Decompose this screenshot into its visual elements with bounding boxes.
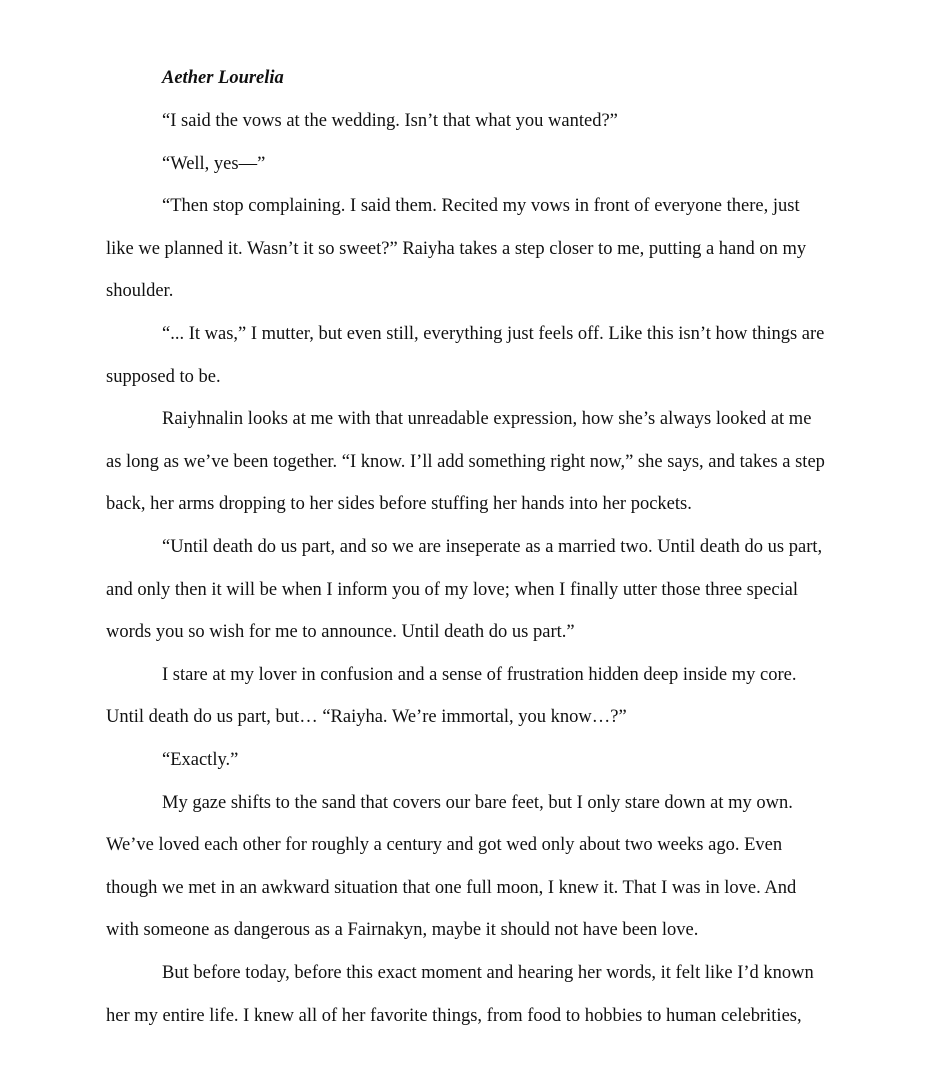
- text-line: “Then stop complaining. I said them. Recited my vows in front of everyone there, just: [162, 196, 800, 216]
- text-line: with someone as dangerous as a Fairnakyn, maybe it should not have been love.: [106, 920, 699, 940]
- text-line: though we met in an awkward situation that one full moon, I knew it. That I was in love. And: [106, 878, 797, 898]
- text-line: back, her arms dropping to her sides before stuffing her hands into her pockets.: [106, 494, 692, 514]
- text-line: “... It was,” I mutter, but even still, everything just feels off. Like this isn’t how things are: [162, 324, 825, 344]
- text-line: words you so wish for me to announce. Until death do us part.”: [106, 622, 575, 642]
- text-line: supposed to be.: [106, 367, 221, 387]
- text-line: shoulder.: [106, 281, 174, 301]
- text-line: “I said the vows at the wedding. Isn’t that what you wanted?”: [162, 111, 618, 131]
- text-line: Until death do us part, but… “Raiyha. We’re immortal, you know…?”: [106, 707, 627, 727]
- text-line: “Exactly.”: [162, 750, 239, 770]
- text-line: “Well, yes—”: [162, 154, 266, 174]
- text-line: We’ve loved each other for roughly a century and got wed only about two weeks ago. Even: [106, 835, 783, 855]
- text-line: like we planned it. Wasn’t it so sweet?” Raiyha takes a step closer to me, putting a hand on my: [106, 239, 807, 259]
- text-line: her my entire life. I knew all of her favorite things, from food to hobbies to human celebrities,: [106, 1006, 802, 1026]
- document-heading: Aether Lourelia: [162, 68, 284, 88]
- text-line: as long as we’ve been together. “I know. I’ll add something right now,” she says, and takes a step: [106, 452, 825, 472]
- text-line: I stare at my lover in confusion and a sense of frustration hidden deep inside my core.: [162, 665, 797, 685]
- text-line: Raiyhnalin looks at me with that unreadable expression, how she’s always looked at me: [162, 409, 812, 429]
- text-line: and only then it will be when I inform you of my love; when I finally utter those three special: [106, 580, 799, 600]
- text-line: But before today, before this exact moment and hearing her words, it felt like I’d known: [162, 963, 814, 983]
- text-line: “Until death do us part, and so we are inseperate as a married two. Until death do us part,: [162, 537, 823, 557]
- text-line: My gaze shifts to the sand that covers our bare feet, but I only stare down at my own.: [162, 793, 793, 813]
